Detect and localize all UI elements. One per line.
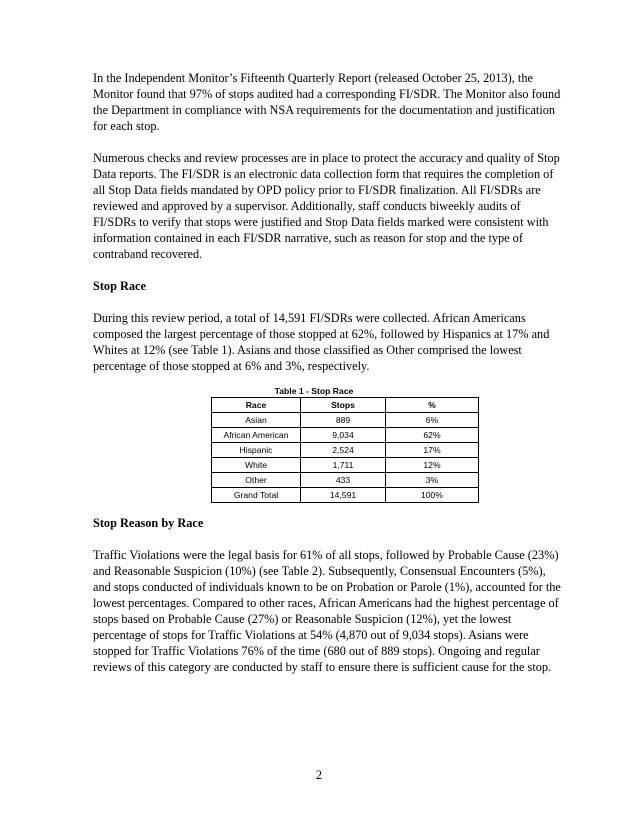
cell-percent: 3% xyxy=(386,473,479,488)
cell-race: African American xyxy=(212,428,301,443)
table-caption: Table 1 - Stop Race xyxy=(274,386,354,396)
heading-stop-reason-by-race: Stop Reason by Race xyxy=(93,516,204,530)
table-1-container xyxy=(93,386,563,503)
table-row xyxy=(212,428,479,443)
table-header-row xyxy=(212,398,479,413)
cell-stops: 14,591 xyxy=(301,488,386,503)
table-row xyxy=(212,413,479,428)
cell-stops: 1,711 xyxy=(301,458,386,473)
header-stops: Stops xyxy=(301,398,386,413)
cell-race: Asian xyxy=(212,413,301,428)
document-body xyxy=(93,70,563,675)
cell-race: Other xyxy=(212,473,301,488)
cell-percent: 62% xyxy=(386,428,479,443)
paragraph-stop-race: During this review period, a total of 14,591 FI/SDRs were collected. African Americans composed the largest percentage of those stopped at 62%, followed by Hispanics at 17% and Whites at 12% (see Table 1). Asians and those classified as Other comprised the lowest percentage of those stopped at 6% and 3%, respectively. xyxy=(93,311,550,373)
table-row xyxy=(212,458,479,473)
cell-percent: 12% xyxy=(386,458,479,473)
cell-stops: 2,524 xyxy=(301,443,386,458)
cell-percent: 6% xyxy=(386,413,479,428)
cell-race: Grand Total xyxy=(212,488,301,503)
stop-race-table xyxy=(211,397,479,503)
paragraph-monitor-report: In the Independent Monitor’s Fifteenth Quarterly Report (released October 25, 2013), the Monitor found that 97% of stops audited had a corresponding FI/SDR. The Monitor also found the Department in compliance with NSA requirements for the documentation and justification for each stop. xyxy=(93,71,561,133)
cell-race: White xyxy=(212,458,301,473)
cell-race: Hispanic xyxy=(212,443,301,458)
paragraph-review-processes: Numerous checks and review processes are in place to protect the accuracy and quality of Stop Data reports. The FI/SDR is an electronic data collection form that requires the completion of all Stop Data fields mandated by OPD policy prior to FI/SDR finalization. All FI/SDRs are reviewed and approved by a supervisor. Additionally, staff conducts biweekly audits of FI/SDRs to verify that stops were justified and Stop Data fields marked were consistent with information contained in each FI/SDR narrative, such as reason for stop and the type of contraband recovered. xyxy=(93,151,560,261)
cell-percent: 17% xyxy=(386,443,479,458)
table-row xyxy=(212,473,479,488)
heading-stop-race: Stop Race xyxy=(93,279,146,293)
page-number: 2 xyxy=(315,768,323,782)
header-percent: % xyxy=(386,398,479,413)
cell-stops: 889 xyxy=(301,413,386,428)
header-race: Race xyxy=(212,398,301,413)
table-total-row xyxy=(212,488,479,503)
cell-stops: 433 xyxy=(301,473,386,488)
cell-percent: 100% xyxy=(386,488,479,503)
paragraph-stop-reason: Traffic Violations were the legal basis for 61% of all stops, followed by Probable Cause (23%) and Reasonable Suspicion (10%) (see Table 2). Subsequently, Consensual Encounters (5%), and stops conducted of individuals known to be on Probation or Parole (1%), accounted for the lowest percentages. Compared to other races, African Americans had the highest percentage of stops based on Probable Cause (27%) or Reasonable Suspicion (12%), yet the lowest percentage of stops for Traffic Violations at 54% (4,870 out of 9,034 stops). Asians were stopped for Traffic Violations 76% of the time (680 out of 889 stops). Ongoing and regular reviews of this category are conducted by staff to ensure there is sufficient cause for the stop. xyxy=(93,548,561,674)
cell-stops: 9,034 xyxy=(301,428,386,443)
table-row xyxy=(212,443,479,458)
